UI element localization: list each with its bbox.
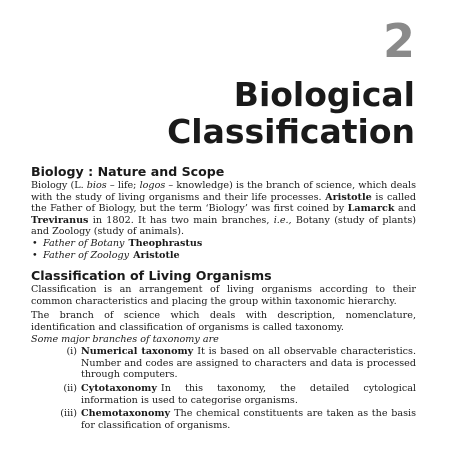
text-run-italic: bios xyxy=(86,180,107,191)
father-list xyxy=(31,238,416,261)
taxonomy-paragraph xyxy=(31,310,416,345)
chapter-number: 2 xyxy=(382,14,415,68)
bullet-label: Father of Zoology xyxy=(43,249,130,261)
item-text: It is based on all observable characteristics. Number and codes are assigned to characters and data is processed through computers. xyxy=(81,346,416,381)
term-lamarck: Lamarck xyxy=(347,203,395,215)
taxonomy-branches-list xyxy=(31,346,416,431)
text-run-italic: Some major branches of taxonomy are xyxy=(31,333,219,345)
text-run: and xyxy=(394,203,416,215)
list-item xyxy=(31,383,416,406)
bullet-name: Theophrastus xyxy=(128,237,203,249)
item-term: Numerical taxonomy xyxy=(81,346,194,358)
text-run-italic: i.e., xyxy=(273,214,292,226)
bullet-icon: • xyxy=(32,237,38,249)
section-heading-classification: Classification of Living Organisms xyxy=(31,268,272,284)
item-text: The chemical constituents are taken as the basis for classification of organisms. xyxy=(81,408,416,431)
bullet-icon: • xyxy=(32,249,38,261)
list-item xyxy=(31,238,416,250)
classification-paragraph: Classification is an arrangement of living organisms according to their common characteristics and placing the group within taxonomic hierarchy. xyxy=(31,284,416,307)
item-term: Chemotaxonomy xyxy=(81,408,171,420)
chapter-title-line-2: Classification xyxy=(167,112,415,151)
text-run-italic: logos xyxy=(139,180,166,191)
list-item xyxy=(31,346,416,381)
item-text: In this taxonomy, the detailed cytological information is used to categorise organisms. xyxy=(81,382,416,406)
list-item xyxy=(31,250,416,262)
chapter-title-line-1: Biological xyxy=(233,75,415,114)
chapter-title xyxy=(167,76,415,150)
text-run: – knowledge) is the branch of science, which deals with the study of living organisms and their life processes. xyxy=(31,180,416,203)
text-run: – life; xyxy=(106,180,140,191)
text-run: Botany (study of plants) and Zoology (study of animals). xyxy=(31,214,416,238)
text-run: is called the Father of Biology, but the term ‘Biology’ was first coined by xyxy=(31,191,416,215)
biology-paragraph xyxy=(31,180,416,238)
term-aristotle: Aristotle xyxy=(325,191,372,203)
item-number: (iii) xyxy=(60,408,77,420)
list-item xyxy=(31,408,416,431)
section-heading-biology: Biology : Nature and Scope xyxy=(31,164,225,179)
text-run: Biology (L. xyxy=(31,180,87,191)
bullet-name: Aristotle xyxy=(133,249,180,261)
term-treviranus: Treviranus xyxy=(31,214,89,226)
text-run: in 1802. It has two main branches, xyxy=(88,214,274,226)
text-run: The branch of science which deals with description, nomenclature, identification and classification of organisms is called taxonomy. xyxy=(31,310,416,333)
item-number: (ii) xyxy=(63,382,77,394)
bullet-label: Father of Botany xyxy=(43,237,125,249)
item-number: (i) xyxy=(66,346,77,358)
page-content xyxy=(31,164,416,433)
item-term: Cytotaxonomy xyxy=(81,382,157,394)
